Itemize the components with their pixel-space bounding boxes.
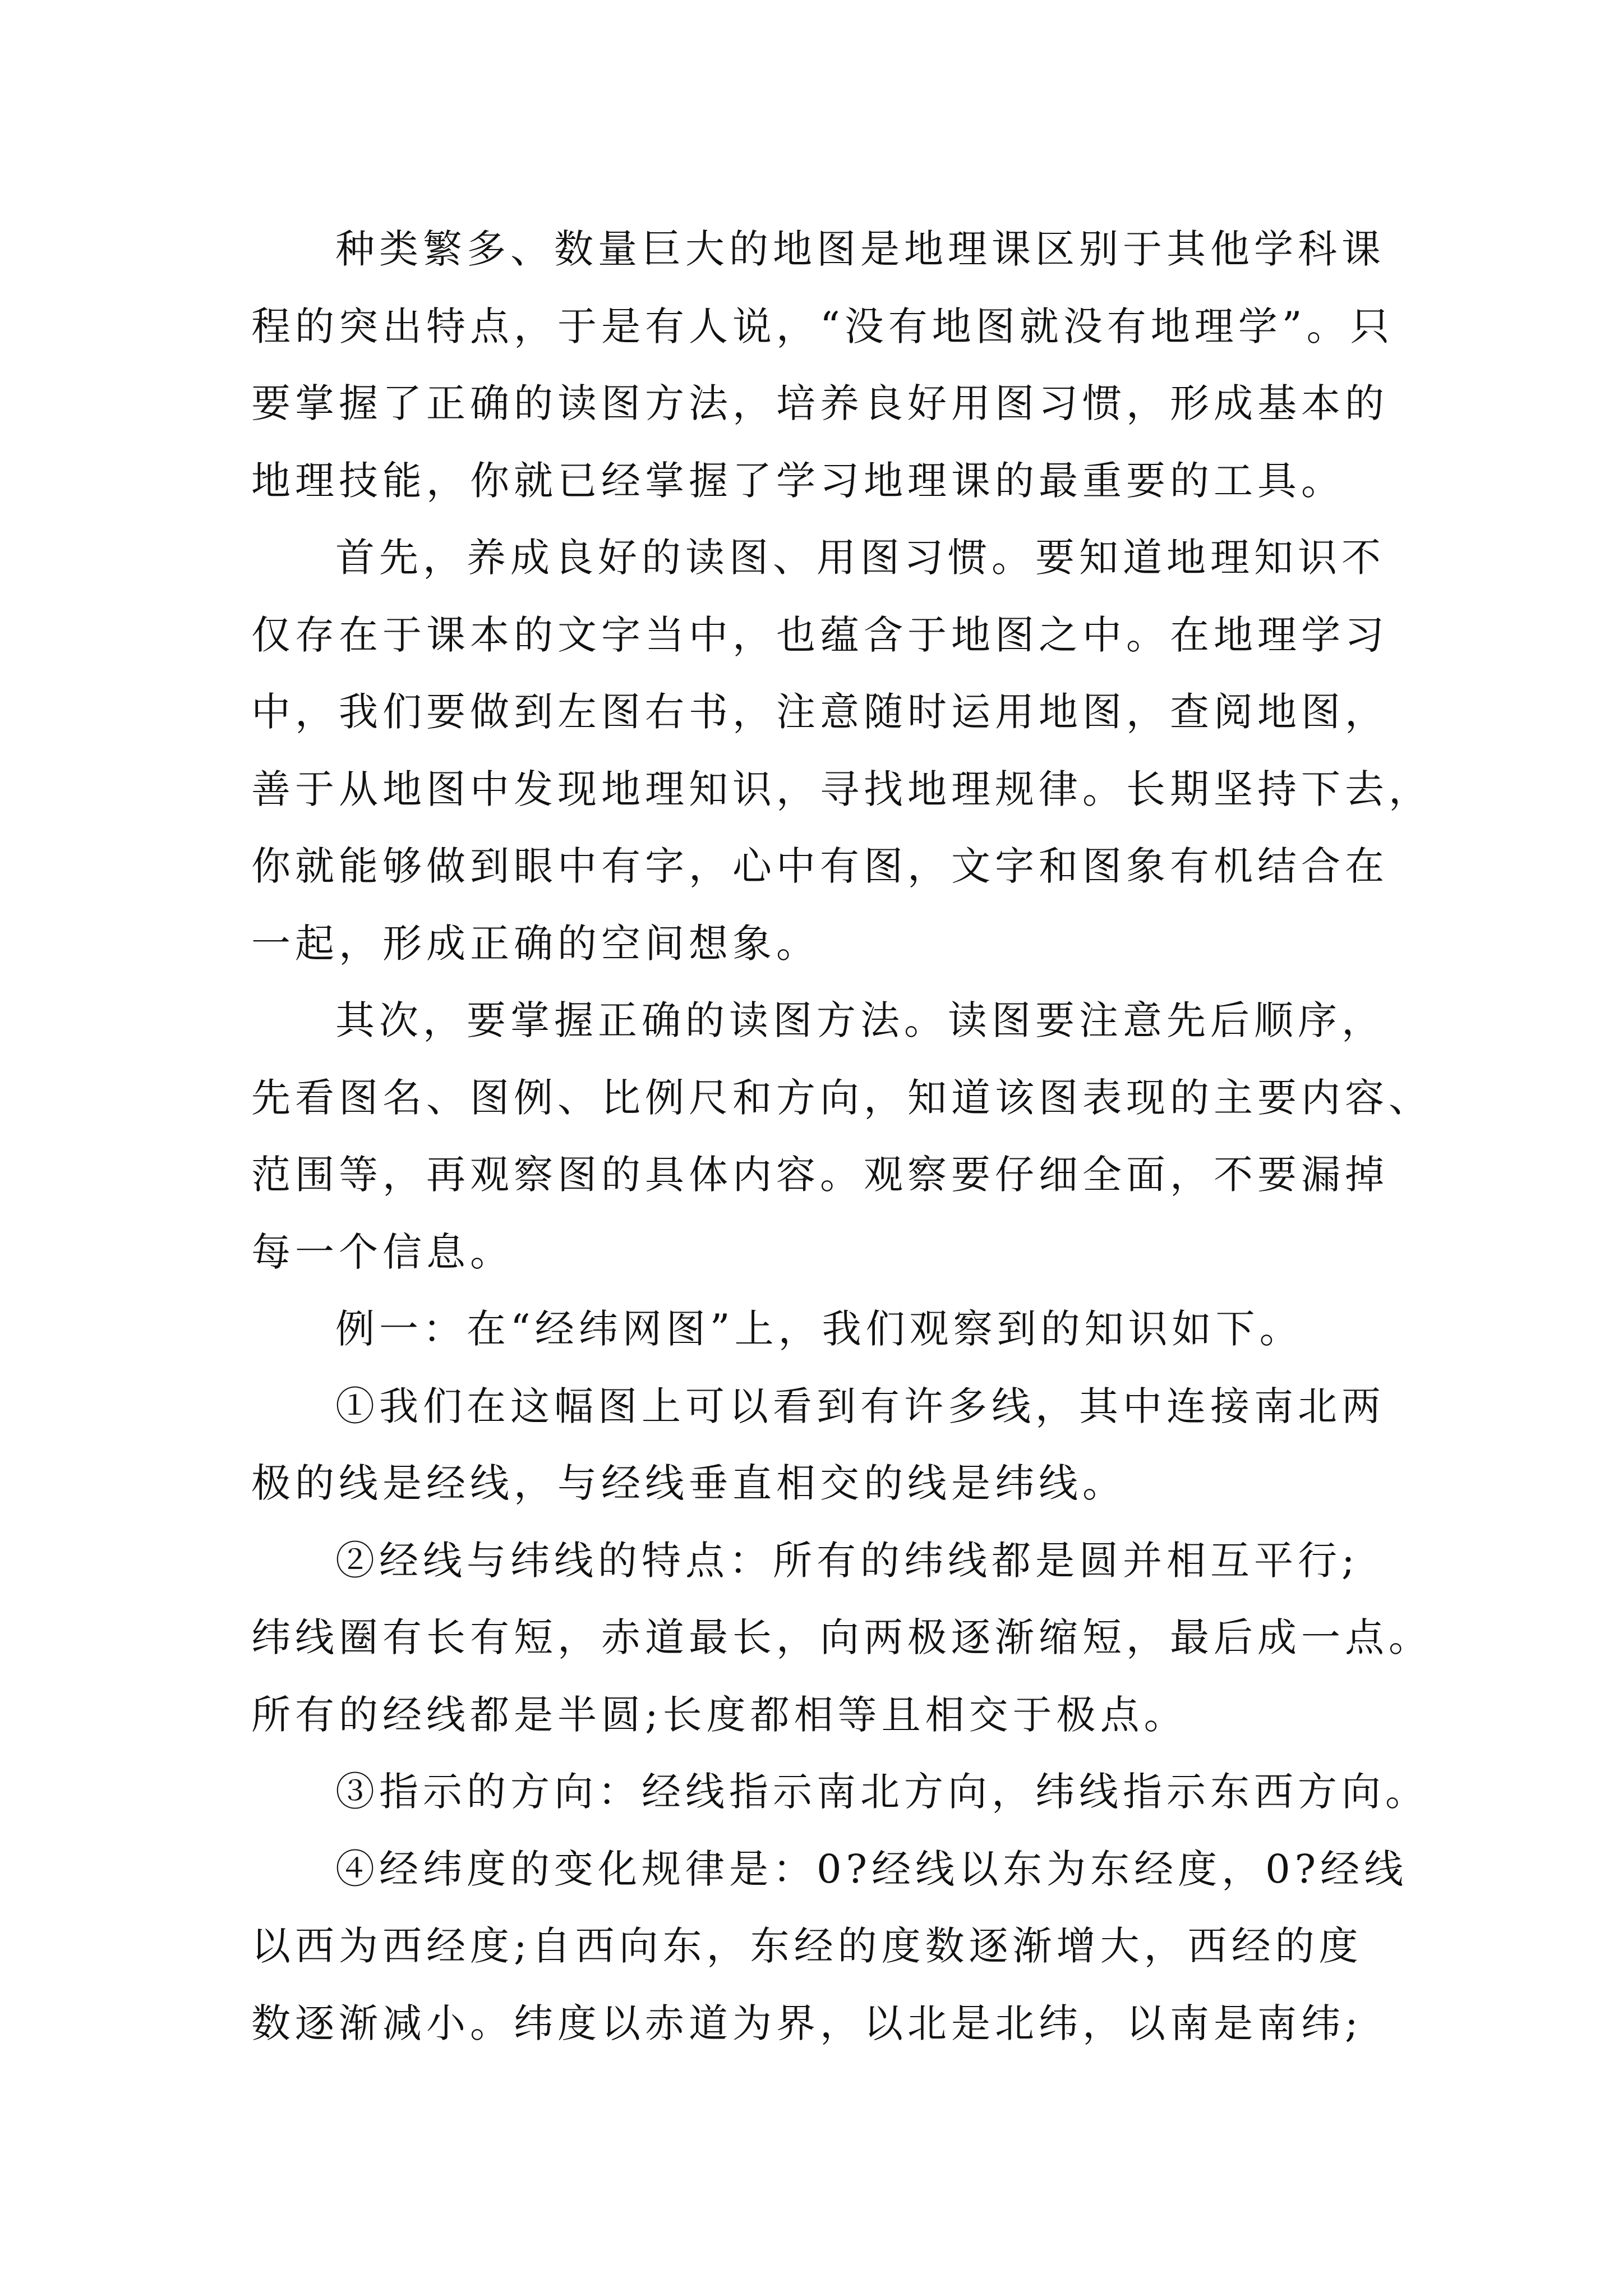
text-line-4: 地理技能，你就已经掌握了学习地理课的最重要的工具。 <box>251 457 1345 504</box>
text-line-16: ①我们在这幅图上可以看到有许多线，其中连接南北两 <box>335 1383 1385 1429</box>
text-line-17: 极的线是经线，与经线垂直相交的线是纬线。 <box>251 1460 1126 1506</box>
text-line-23: 以西为西经度;自西向东，东经的度数逐渐增大，西经的度 <box>251 1923 1363 1969</box>
text-line-6: 仅存在于课本的文字当中，也蕴含于地图之中。在地理学习 <box>251 611 1389 658</box>
text-line-20: 所有的经线都是半圆;长度都相等且相交于极点。 <box>251 1691 1188 1738</box>
text-line-21: ③指示的方向：经线指示南北方向，纬线指示东西方向。 <box>335 1769 1429 1815</box>
text-line-12: 先看图名、图例、比例尺和方向，知道该图表现的主要内容、 <box>251 1074 1432 1121</box>
text-line-22: ④经纬度的变化规律是：0?经线以东为东经度，0?经线 <box>335 1846 1408 1892</box>
text-line-24: 数逐渐减小。纬度以赤道为界，以北是北纬，以南是南纬; <box>251 2000 1363 2046</box>
body-text <box>251 211 1432 2062</box>
text-line-5: 首先，养成良好的读图、用图习惯。要知道地理知识不 <box>335 535 1385 581</box>
text-line-13: 范围等，再观察图的具体内容。观察要仔细全面，不要漏掉 <box>251 1152 1389 1198</box>
text-line-1: 种类繁多、数量巨大的地图是地理课区别于其他学科课 <box>335 226 1385 272</box>
text-line-19: 纬线圈有长有短，赤道最长，向两极逐渐缩短，最后成一点。 <box>251 1614 1432 1660</box>
text-line-14: 每一个信息。 <box>251 1228 514 1275</box>
text-line-11: 其次，要掌握正确的读图方法。读图要注意先后顺序， <box>335 997 1385 1043</box>
text-line-18: ②经线与纬线的特点：所有的纬线都是圆并相互平行; <box>335 1537 1359 1584</box>
text-line-10: 一起，形成正确的空间想象。 <box>251 920 820 967</box>
text-line-2: 程的突出特点，于是有人说，“没有地图就没有地理学”。只 <box>251 303 1394 349</box>
text-line-3: 要掌握了正确的读图方法，培养良好用图习惯，形成基本的 <box>251 380 1389 426</box>
text-line-7: 中，我们要做到左图右书，注意随时运用地图，查阅地图， <box>251 689 1389 735</box>
text-line-9: 你就能够做到眼中有字，心中有图，文字和图象有机结合在 <box>251 843 1389 889</box>
text-line-8: 善于从地图中发现地理知识，寻找地理规律。长期坚持下去， <box>251 766 1432 812</box>
text-line-15: 例一：在“经纬网图”上，我们观察到的知识如下。 <box>335 1306 1303 1352</box>
